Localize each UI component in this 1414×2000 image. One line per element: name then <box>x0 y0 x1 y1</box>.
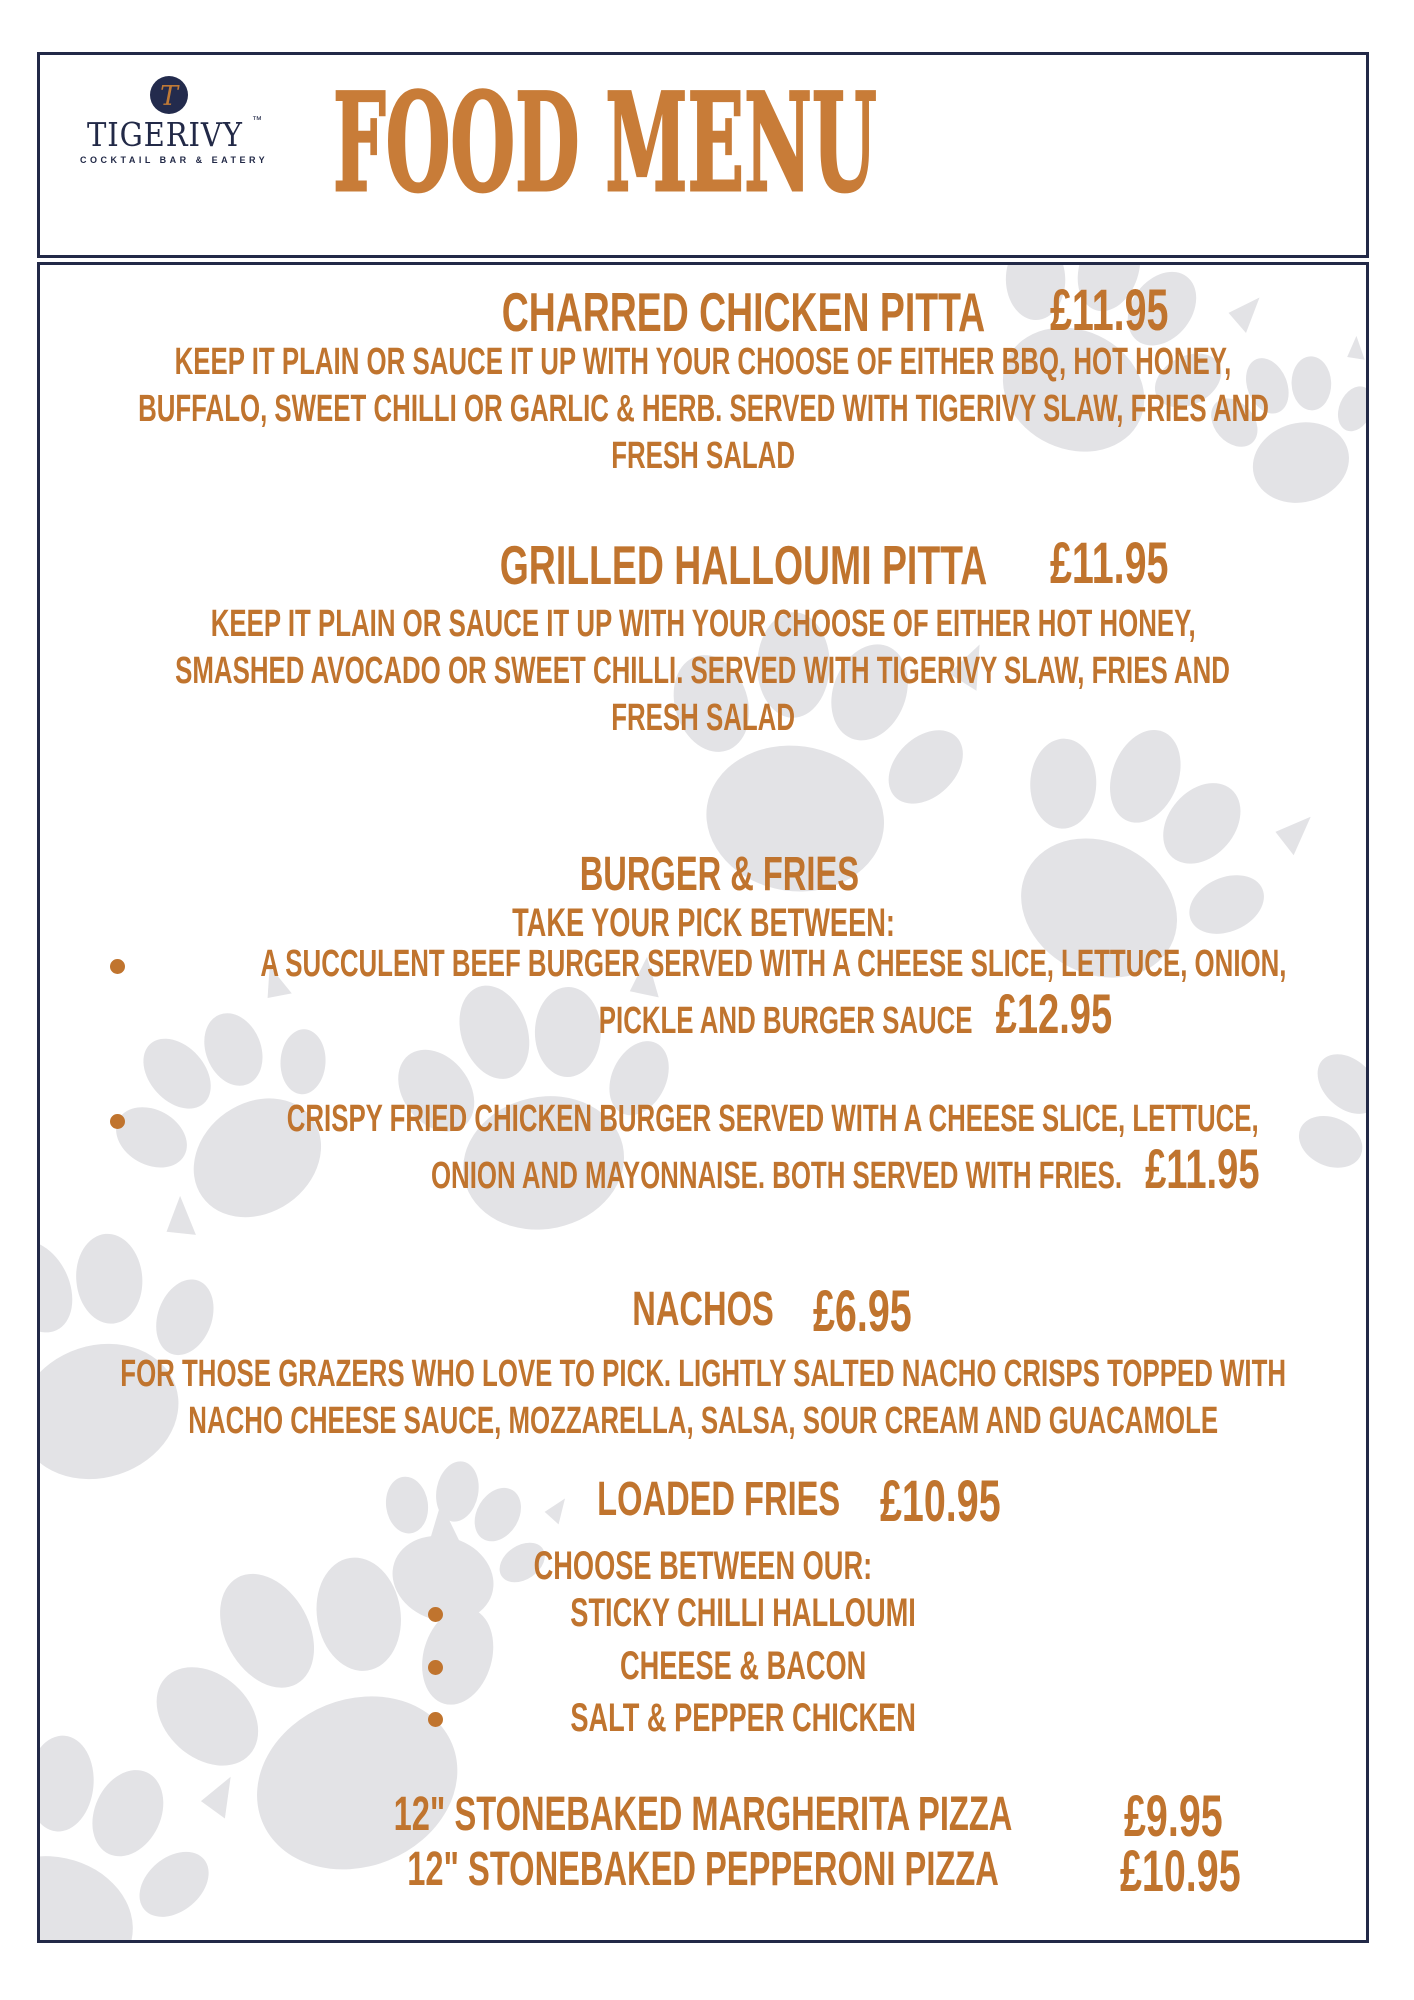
header-panel <box>37 52 1369 258</box>
option-text: PICKLE AND BURGER SAUCE <box>598 1000 973 1042</box>
option-line <box>598 982 1112 1046</box>
item-price: £11.95 <box>1050 278 1169 343</box>
description-line: NACHO CHEESE SAUCE, MOZZARELLA, SALSA, SOUR CREAM AND GUACAMOLE <box>188 1400 1218 1442</box>
menu-item-heading <box>40 1473 1369 1526</box>
burger-option <box>40 1095 1369 1201</box>
item-name: 12" STONEBAKED MARGHERITA PIZZA <box>393 1788 1013 1841</box>
item-price: £11.95 <box>1050 531 1169 596</box>
option-line: A SUCCULENT BEEF BURGER SERVED WITH A CHEESE SLICE, LETTUCE, ONION, <box>259 943 1287 985</box>
brand-name: TIGERIVY <box>87 115 243 154</box>
item-description <box>40 601 1366 742</box>
item-subtitle <box>40 903 1366 943</box>
option-price: £12.95 <box>995 982 1112 1045</box>
menu-panel <box>37 262 1369 1943</box>
option-text: SALT & PEPPER CHICKEN <box>570 1696 916 1740</box>
menu-item-heading <box>40 1283 1366 1336</box>
menu-item-heading <box>40 848 1369 901</box>
fries-option <box>40 1646 1369 1686</box>
description-line: FOR THOSE GRAZERS WHO LOVE TO PICK. LIGHTLY SALTED NACHO CRISPS TOPPED WITH <box>120 1353 1286 1395</box>
item-name: GRILLED HALLOUMI PITTA <box>499 534 987 596</box>
option-line <box>430 1137 1260 1201</box>
page-title: FOOD MENU <box>333 63 877 222</box>
item-description <box>40 1351 1366 1445</box>
brand-logo-icon <box>150 76 188 114</box>
menu-item-heading <box>40 534 1369 596</box>
item-price: £6.95 <box>813 1279 912 1344</box>
trademark-symbol: ™ <box>252 115 262 126</box>
item-name: 12" STONEBAKED PEPPERONI PIZZA <box>407 1843 999 1896</box>
item-description <box>40 339 1366 480</box>
description-line: FRESH SALAD <box>611 435 795 477</box>
description-line: FRESH SALAD <box>611 697 795 739</box>
fries-option <box>40 1593 1369 1633</box>
fries-option <box>40 1698 1369 1738</box>
brand-monogram: T <box>159 80 178 112</box>
item-price: £9.95 <box>1124 1784 1223 1849</box>
option-line: CRISPY FRIED CHICKEN BURGER SERVED WITH A CHEESE SLICE, LETTUCE, <box>287 1098 1260 1140</box>
description-line: KEEP IT PLAIN OR SAUCE IT UP WITH YOUR CHOOSE OF EITHER BBQ, HOT HONEY, <box>174 341 1232 383</box>
item-name: NACHOS <box>632 1283 774 1336</box>
menu-item-heading <box>40 281 1369 343</box>
option-text: ONION AND MAYONNAISE. BOTH SERVED WITH FRIES. <box>430 1155 1122 1197</box>
option-text: STICKY CHILLI HALLOUMI <box>570 1591 916 1635</box>
item-price: £10.95 <box>1120 1839 1241 1904</box>
item-name: CHARRED CHICKEN PITTA <box>501 281 985 343</box>
option-text: CHEESE & BACON <box>619 1644 867 1688</box>
subtitle-text: TAKE YOUR PICK BETWEEN: <box>511 901 895 945</box>
description-line: KEEP IT PLAIN OR SAUCE IT UP WITH YOUR CHOOSE OF EITHER HOT HONEY, <box>210 603 1196 645</box>
item-subtitle <box>40 1546 1366 1586</box>
option-price: £11.95 <box>1144 1137 1260 1200</box>
brand-tagline: COCKTAIL BAR & EATERY <box>80 155 269 165</box>
item-name: LOADED FRIES <box>597 1473 841 1526</box>
description-line: SMASHED AVOCADO OR SWEET CHILLI. SERVED WITH TIGERIVY SLAW, FRIES AND <box>175 650 1231 692</box>
subtitle-text: CHOOSE BETWEEN OUR: <box>533 1544 873 1588</box>
description-line: BUFFALO, SWEET CHILLI OR GARLIC & HERB. SERVED WITH TIGERIVY SLAW, FRIES AND <box>137 388 1269 430</box>
item-name: BURGER & FRIES <box>579 848 859 901</box>
item-price: £10.95 <box>880 1469 1001 1534</box>
burger-option <box>40 940 1369 1046</box>
